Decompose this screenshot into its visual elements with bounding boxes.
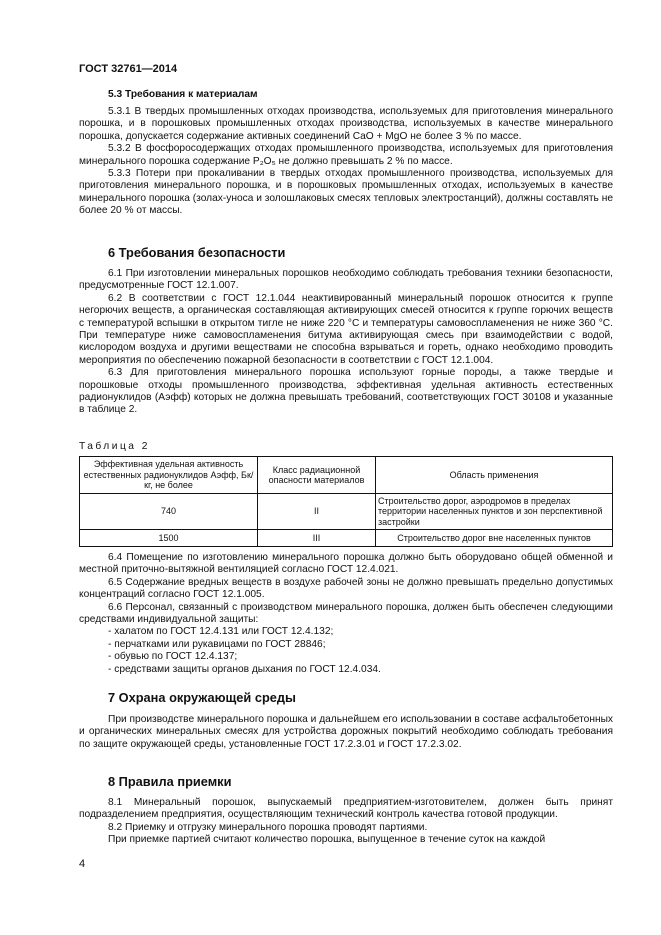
table-header-row <box>80 457 613 494</box>
paragraph: 6.3 Для приготовления минерального порошка используют горные породы, а также твердые и порошковые отходы промышленного производства, эффективная удельная активность естественных радионуклидов (Аэфф) которых не должна превышать требований, соответствующих ГОСТ 30108 и указанные в таблице 2. <box>79 367 613 416</box>
paragraph: При приемке партией считают количество порошка, выпущенное в течение суток на каждой <box>108 834 546 846</box>
paragraph: 8.1 Минеральный порошок, выпускаемый предприятием-изготовителем, должен быть принят подразделением предприятия, осуществляющим технический контроль качества готовой продукции. <box>79 797 613 821</box>
paragraph: При производстве минерального порошка и дальнейшем его использовании в составе асфальтобетонных и органических минеральных смесях для устройства дорожных покрытий необходимо соблюдать требования по защите окружающей среды, установленные ГОСТ 17.2.3.01 и ГОСТ 17.2.3.02. <box>79 714 614 750</box>
paragraph: 6.2 В соответствии с ГОСТ 12.1.044 неактивированный минеральный порошок относится к группе негорючих веществ, а органическая составляющая активирующих смесей относится к группе горючих веществ с температурой вспышки в открытом тигле не ниже 220 °С и температуры самовоспламенения не ниже 360 °С. При температуре ниже самовоспламенения битума активирующая смесь при взаимодействии с водой, кислородом воздуха и другими веществами не способна взрываться и гореть, однако необходимо проводить мероприятия по обеспечению пожарной безопасности в соответствии с ГОСТ 12.1.004. <box>79 292 613 366</box>
page-number: 4 <box>79 858 86 870</box>
table-row <box>80 530 613 547</box>
paragraph: 5.3.2 В фосфоросодержащих отходах промышленного производства, используемых для приготовления минерального порошка содержание P₂O₅ не должно превышать 2 % по массе. <box>79 143 613 167</box>
table-header-cell: Класс радиационной опасности материалов <box>258 457 376 494</box>
list-item: - перчатками или рукавицами по ГОСТ 28846; <box>108 638 326 650</box>
list-item: - обувью по ГОСТ 12.4.137; <box>108 651 238 663</box>
table-caption: Таблица 2 <box>79 441 150 452</box>
table-header-cell: Область применения <box>376 457 613 494</box>
document-header: ГОСТ 32761—2014 <box>79 63 178 75</box>
paragraph: 6.1 При изготовлении минеральных порошков необходимо соблюдать требования техники безопасности, предусмотренные ГОСТ 12.1.007. <box>79 268 613 292</box>
section-6-body-continued <box>79 552 613 676</box>
table-cell: 1500 <box>80 530 258 547</box>
table-cell: 740 <box>80 494 258 530</box>
section-8-title: 8 Правила приемки <box>108 774 232 789</box>
section-7-body <box>79 714 613 751</box>
list-item: - халатом по ГОСТ 12.4.131 или ГОСТ 12.4.132; <box>108 626 334 638</box>
paragraph: 6.4 Помещение по изготовлению минерального порошка должно быть оборудовано общей обменной и местной приточно-вытяжной вентиляцией согласно ГОСТ 12.4.021. <box>79 552 613 576</box>
paragraph: 5.3.1 В твердых промышленных отходах производства, используемых для приготовления минерального порошка, и в порошковых промышленных отходах производства, используемых в качестве минерального порошка, допускается содержание активных соединений CaO + MgO не более 3 % по массе. <box>79 106 613 142</box>
table-cell: Строительство дорог, аэродромов в пределах территории населенных пунктов и зон перспективной застройки <box>376 494 613 530</box>
list-item: - средствами защиты органов дыхания по ГОСТ 12.4.034. <box>108 663 381 675</box>
section-6-body <box>79 268 613 417</box>
table-cell: III <box>258 530 376 547</box>
paragraph: 5.3.3 Потери при прокаливании в твердых отходах промышленного производства, используемых для приготовления минерального порошка, и в порошковых промышленных отходах, используемых в качестве минерального порошка (золах-уноса и золошлаковых смесях тепловых электростанций), должны составлять не более 20 % от массы. <box>79 168 613 217</box>
section-5-3-body <box>79 106 613 218</box>
paragraph: 8.2 Приемку и отгрузку минерального порошка проводят партиями. <box>108 821 428 833</box>
section-8-body <box>79 797 613 847</box>
table-cell: Строительство дорог вне населенных пунктов <box>376 530 613 547</box>
section-6-title: 6 Требования безопасности <box>108 245 286 260</box>
section-5-3-title: 5.3 Требования к материалам <box>108 89 258 100</box>
section-7-title: 7 Охрана окружающей среды <box>108 690 296 705</box>
radionuclide-table <box>79 456 613 547</box>
paragraph: 6.6 Персонал, связанный с производством минерального порошка, должен быть обеспечен следующими средствами индивидуальной защиты: <box>79 601 613 626</box>
table-row <box>80 494 613 530</box>
paragraph: 6.5 Содержание вредных веществ в воздухе рабочей зоны не должно превышать предельно допустимых концентраций согласно ГОСТ 12.1.005. <box>79 576 613 601</box>
table-header-cell: Эффективная удельная активность естественных радионуклидов Аэфф, Бк/кг, не более <box>80 457 258 494</box>
table-cell: II <box>258 494 376 530</box>
